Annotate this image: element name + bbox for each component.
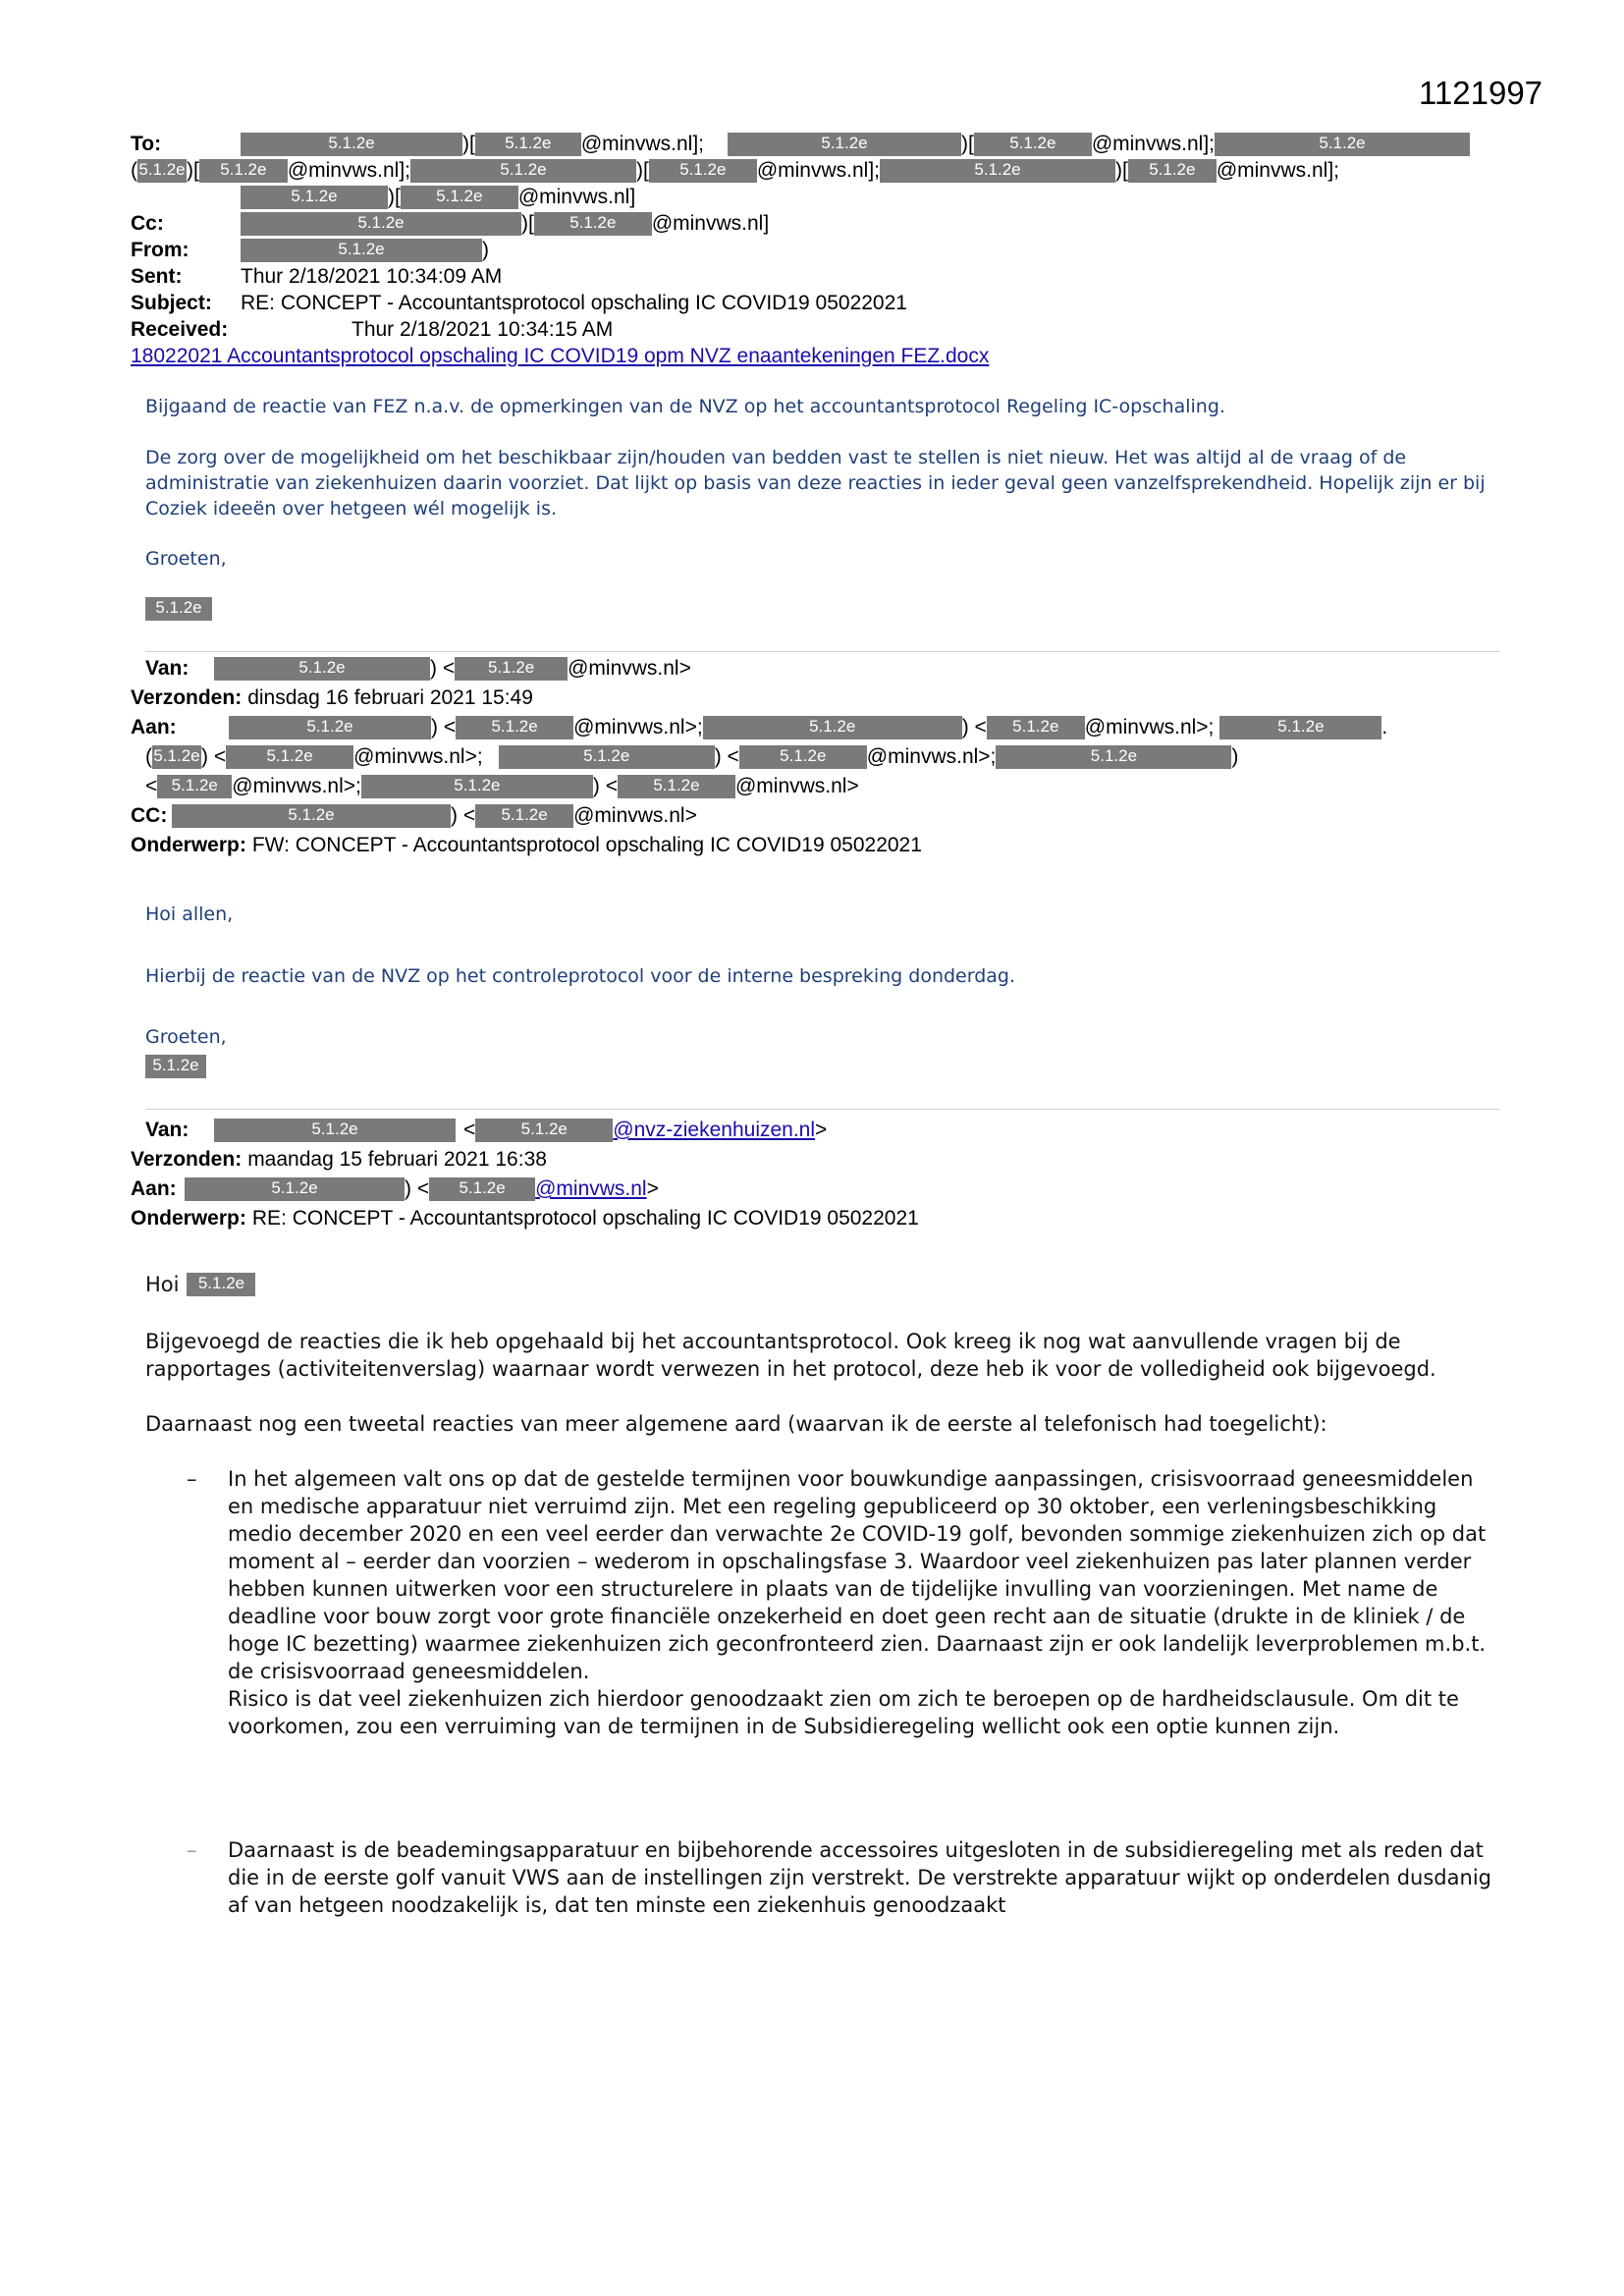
bullet-1-text <box>228 1465 1494 1740</box>
redaction: 5.1.2e <box>455 657 568 681</box>
cc-label: Cc: <box>131 212 164 235</box>
bracket: )[ <box>521 212 534 235</box>
email-header <box>131 131 1505 369</box>
sent-value: Thur 2/18/2021 10:34:09 AM <box>241 265 503 288</box>
signature-redaction: 5.1.2e <box>145 1055 206 1078</box>
msg3-paragraph-2: Daarnaast nog een tweetal reacties van meer algemene aard (waarvan ik de eerste al telefonisch had toegelicht): <box>145 1412 1327 1436</box>
email-domain: @minvws.nl]; <box>580 133 704 155</box>
attachment-row <box>131 343 1505 369</box>
lt: ) < <box>961 716 987 738</box>
received-row <box>131 316 1505 343</box>
redaction: 5.1.2e <box>534 212 652 236</box>
attachment-link[interactable]: 18022021 Accountantsprotocol opschaling IC COVID19 opm NVZ enaantekeningen FEZ.docx <box>131 345 990 367</box>
bullet-item-2 <box>187 1836 1502 1925</box>
msg1-paragraph-2: De zorg over de mogelijkheid om het beschikbaar zijn/houden van bedden vast te stellen is niet nieuw. Het was altijd al de vraag of de administratie van ziekenhuizen daarin voorziet. Dat lijkt op basis van deze reacties in ieder geval geen vanzelfsprekendheid. Hopelijk zijn er bij Coziek ideeën over hetgeen wél mogelijk is. <box>145 447 1486 519</box>
to-label: To: <box>131 133 162 155</box>
onderwerp-label: Onderwerp: <box>131 1207 246 1230</box>
gt: > <box>646 1177 659 1200</box>
redaction: 5.1.2e <box>401 186 518 209</box>
bracket: )[ <box>187 159 199 182</box>
redaction: 5.1.2e <box>241 133 462 156</box>
to-row-2 <box>131 157 1505 184</box>
email-domain: @minvws.nl>; <box>573 716 703 738</box>
from-row <box>131 237 1505 263</box>
signature-redaction: 5.1.2e <box>145 597 212 621</box>
from-label: From: <box>131 239 189 261</box>
email-domain: @minvws.nl] <box>517 186 636 208</box>
received-value: Thur 2/18/2021 10:34:15 AM <box>352 318 614 341</box>
cc-label: CC: <box>131 804 168 827</box>
redaction: 5.1.2e <box>152 745 201 769</box>
redaction: 5.1.2e <box>241 212 521 236</box>
van-row <box>131 654 1505 683</box>
aan-row <box>131 713 1505 742</box>
lt: ) < <box>451 804 476 827</box>
msg2-header <box>131 654 1505 860</box>
redaction: 5.1.2e <box>214 657 430 681</box>
redaction: 5.1.2e <box>410 159 636 183</box>
van-label: Van: <box>145 657 189 680</box>
bracket: )[ <box>1115 159 1128 182</box>
redaction: 5.1.2e <box>618 775 735 798</box>
email-domain: @minvws.nl] <box>651 212 770 235</box>
bracket: )[ <box>388 186 401 208</box>
redaction: 5.1.2e <box>185 1177 405 1201</box>
redaction: 5.1.2e <box>214 1119 456 1142</box>
sent-row <box>131 263 1505 290</box>
dot: . <box>1381 716 1388 738</box>
onderwerp-value: FW: CONCEPT - Accountantsprotocol opschaling IC COVID19 05022021 <box>251 834 922 856</box>
bracket: )[ <box>636 159 649 182</box>
subject-row <box>131 290 1505 316</box>
van-row <box>131 1116 1505 1145</box>
msg3-paragraph-1: Bijgevoegd de reacties die ik heb opgehaald bij het accountantsprotocol. Ook kreeg ik nog wat aanvullende vragen bij de rapportages (activiteitenverslag) waarnaar wordt verwezen in het protocol, deze heb ik voor de volledigheid ook bijgevoegd. <box>145 1330 1436 1381</box>
to-row-3 <box>131 184 1505 210</box>
lt: ) < <box>405 1177 430 1200</box>
bullet-dash: – <box>187 1838 197 1862</box>
received-label: Received: <box>131 318 229 341</box>
to-row <box>131 131 1505 157</box>
gt: > <box>815 1119 828 1141</box>
msg2-paragraph-1: Hierbij de reactie van de NVZ op het controleprotocol voor de interne bespreking donderdag. <box>145 965 1016 987</box>
email-domain: @minvws.nl>; <box>866 745 997 768</box>
redaction: 5.1.2e <box>475 804 573 828</box>
redaction: 5.1.2e <box>241 186 388 209</box>
lt: < <box>145 775 158 797</box>
redaction: 5.1.2e <box>974 133 1092 156</box>
email-domain: @minvws.nl]; <box>287 159 410 182</box>
redaction: 5.1.2e <box>226 745 353 769</box>
van-label: Van: <box>145 1119 189 1141</box>
redaction: 5.1.2e <box>987 716 1085 739</box>
verzonden-row <box>131 683 1505 713</box>
redaction: 5.1.2e <box>456 716 573 739</box>
msg1-greeting: Groeten, <box>145 548 227 570</box>
msg3-hello: Hoi <box>145 1273 180 1296</box>
redaction: 5.1.2e <box>199 159 288 183</box>
msg3-hello-line <box>145 1271 1500 1298</box>
verzonden-label: Verzonden: <box>131 686 243 709</box>
redaction: 5.1.2e <box>703 716 962 739</box>
email-domain: @minvws.nl]; <box>756 159 880 182</box>
bracket: )[ <box>462 133 475 155</box>
bullet-dash: – <box>187 1467 197 1491</box>
redaction: 5.1.2e <box>241 239 482 262</box>
cc-row <box>131 210 1505 237</box>
email-domain: @minvws.nl>; <box>232 775 361 797</box>
msg2-greeting: Groeten, <box>145 1026 227 1048</box>
aan-row-3 <box>131 772 1505 801</box>
bullet-item-1 <box>187 1465 1502 1819</box>
onderwerp-value: RE: CONCEPT - Accountantsprotocol opschaling IC COVID19 05022021 <box>251 1207 919 1230</box>
redaction: 5.1.2e <box>361 775 593 798</box>
aan-email-domain[interactable]: @minvws.nl <box>535 1177 647 1200</box>
paren: ) <box>1231 745 1239 768</box>
email-domain: @minvws.nl>; <box>1084 716 1215 738</box>
verzonden-value: maandag 15 februari 2021 16:38 <box>247 1148 547 1171</box>
lt: ) < <box>714 745 739 768</box>
van-email-domain[interactable]: @nvz-ziekenhuizen.nl <box>613 1119 816 1141</box>
lt: ) < <box>201 745 227 768</box>
redaction: 5.1.2e <box>137 159 187 183</box>
aan-row <box>131 1175 1505 1204</box>
email-domain: @minvws.nl]; <box>1216 159 1339 182</box>
paren: ( <box>145 745 152 768</box>
redaction: 5.1.2e <box>996 745 1231 769</box>
redaction: 5.1.2e <box>157 775 232 798</box>
onderwerp-label: Onderwerp: <box>131 834 246 856</box>
verzonden-row <box>131 1145 1505 1175</box>
separator <box>145 651 1500 652</box>
onderwerp-row <box>131 831 1505 860</box>
cc-row <box>131 801 1505 831</box>
email-domain: @minvws.nl> <box>568 657 691 680</box>
redaction: 5.1.2e <box>739 745 867 769</box>
separator <box>145 1109 1500 1110</box>
redaction: 5.1.2e <box>172 804 451 828</box>
onderwerp-row <box>131 1204 1505 1233</box>
lt: ) < <box>431 716 457 738</box>
document-number: 1121997 <box>1419 75 1543 111</box>
redaction: 5.1.2e <box>1219 716 1381 739</box>
redaction: 5.1.2e <box>1215 133 1470 156</box>
bullet-1-paragraph: In het algemeen valt ons op dat de gestelde termijnen voor bouwkundige aanpassingen, crisisvoorraad geneesmiddelen en medische apparatuur niet verruimd zijn. Met een regeling gepubliceerd op 30 oktober, een verleningsbeschikking medio december 2020 en een veel eerder dan verwachte 2e COVID-19 golf, bevonden sommige ziekenhuizen zich op dat moment al – eerder dan voorzien – wederom in opschalingsfase 3. Waardoor veel ziekenhuizen pas later plannen verder hebben kunnen uitwerken voor een structurelere in plaats van de tijdelijke invulling van voorzieningen. Met name de deadline voor bouw zorgt voor grote financiële onzekerheid en doet geen recht aan de situatie (drukte in de kliniek / de hoge IC bezetting) waarmee ziekenhuizen zich geconfronteerd zien. Daarnaast zijn er ook landelijk leverproblemen m.b.t. de crisisvoorraad geneesmiddelen. <box>228 1467 1487 1683</box>
redaction: 5.1.2e <box>475 1119 613 1142</box>
verzonden-label: Verzonden: <box>131 1148 243 1171</box>
verzonden-value: dinsdag 16 februari 2021 15:49 <box>247 686 533 709</box>
bullet-2-text: Daarnaast is de beademingsapparatuur en bijbehorende accessoires uitgesloten in de subsidieregeling met als reden dat die in de eerste golf vanuit VWS aan de instellingen zijn verstrekt. De verstrekte apparatuur wijkt op onderdelen dusdanig af van hetgeen noodzakelijk is, dat ten minste een ziekenhuis genoodzaakt <box>228 1838 1491 1917</box>
redaction: 5.1.2e <box>429 1177 535 1201</box>
redaction: 5.1.2e <box>475 133 581 156</box>
redaction: 5.1.2e <box>229 716 431 739</box>
msg3-header <box>131 1116 1505 1233</box>
paren: ) <box>482 239 489 261</box>
redaction: 5.1.2e <box>880 159 1115 183</box>
msg1-paragraph-1: Bijgaand de reactie van FEZ n.a.v. de opmerkingen van de NVZ op het accountantsprotocol Regeling IC-opschaling. <box>145 396 1225 417</box>
sent-label: Sent: <box>131 265 183 288</box>
bracket: )[ <box>961 133 974 155</box>
email-domain: @minvws.nl> <box>734 775 859 797</box>
email-domain: @minvws.nl]; <box>1091 133 1215 155</box>
redaction: 5.1.2e <box>499 745 715 769</box>
bullet-1-paragraph-b: Risico is dat veel ziekenhuizen zich hierdoor genoodzaakt zien om zich te beroepen op de hardheidsclausule. Om dit te voorkomen, zou een verruiming van de termijnen in de Subsidieregeling wellicht ook een optie kunnen zijn. <box>228 1687 1459 1738</box>
redaction: 5.1.2e <box>187 1273 255 1296</box>
lt: < <box>463 1119 476 1141</box>
email-domain: @minvws.nl>; <box>353 745 483 768</box>
lt: ) < <box>430 657 456 680</box>
redaction: 5.1.2e <box>649 159 757 183</box>
paren: ( <box>131 159 137 182</box>
aan-label: Aan: <box>131 1177 177 1200</box>
msg2-hello: Hoi allen, <box>145 903 234 925</box>
email-domain: @minvws.nl> <box>573 804 697 827</box>
redaction: 5.1.2e <box>728 133 961 156</box>
subject-value: RE: CONCEPT - Accountantsprotocol opschaling IC COVID19 05022021 <box>241 292 907 314</box>
redaction: 5.1.2e <box>1128 159 1217 183</box>
aan-row-2 <box>131 742 1505 772</box>
subject-label: Subject: <box>131 292 212 314</box>
lt: ) < <box>592 775 618 797</box>
aan-label: Aan: <box>131 716 177 738</box>
